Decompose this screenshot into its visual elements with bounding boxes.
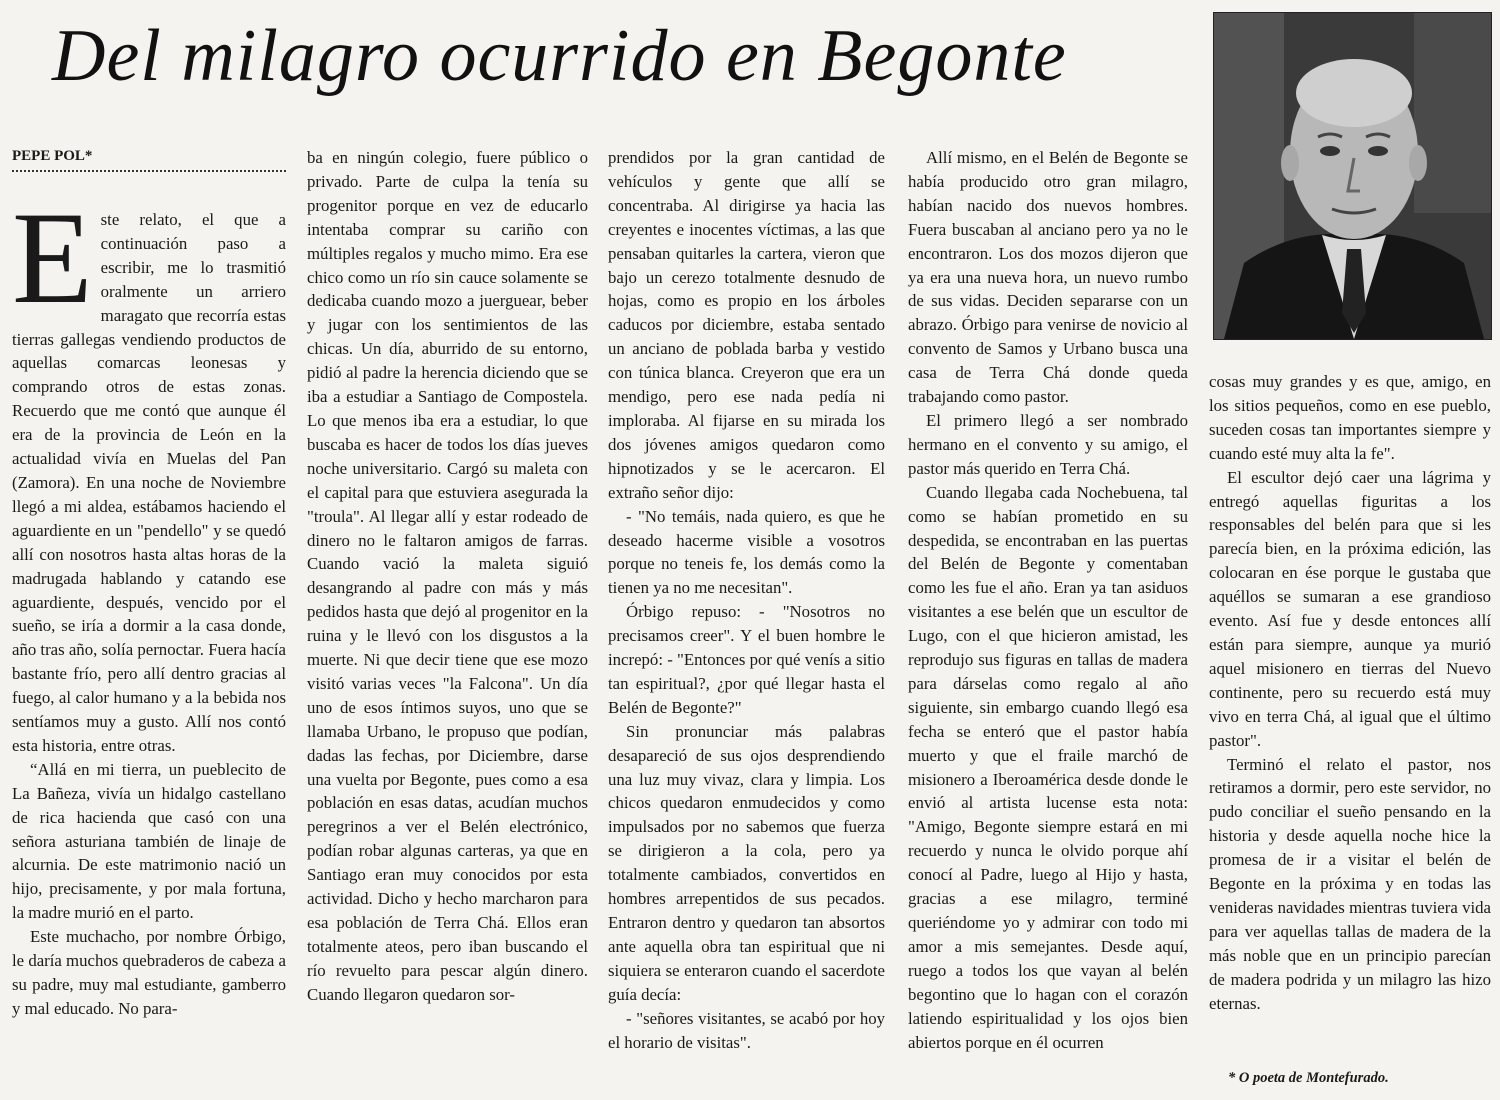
byline: PEPE POL* — [12, 146, 286, 172]
paragraph: Sin pronunciar más palabras desapareció de sus ojos desprendiendo una luz muy vivaz, clara y limpia. Los chicos quedaron enmudecidos y como impulsados por no sabemos que fuerza se dirigieron a la cola, pero ya totalmente cambiados, convertidos en hombres arrepentidos de sus pecados. Entraron dentro y quedaron tan absortos ante aquella obra tan espiritual que ni siquiera se enteraron cuando el sacerdote guía decía: — [608, 721, 885, 1004]
paragraph: Este muchacho, por nombre Órbigo, le daría muchos quebraderos de cabeza a su padre, muy mal estudiante, gamberro y mal educado. No para- — [12, 927, 286, 1018]
paragraph: El primero llegó a ser nombrado hermano en el convento y su amigo, el pastor más querido en Terra Chá. — [908, 410, 1188, 478]
paragraph: Cuando llegaba cada Nochebuena, tal como se habían prometido en su despedida, se encontraban en las puertas del Belén de Begonte y comentaban como les fue el año. Eran ya tan asiduos visitantes a ese belén que un escultor de Lugo, con el que hicieron amistad, les reprodujo sus figuras en tallas de madera para dárselas como regalo al año siguiente, sin embargo cuando llegó esa fecha se enteró que el pastor había muerto y que el fraile marchó de misionero a Iberoamérica desde donde le envió al artista lucense esta nota: "Amigo, Begonte siempre estará en mi recuerdo y nunca le olvido porque ahí conocí al Padre, luego al Hijo y hasta, gracias a ese milagro, terminé queriéndome yo y admirar con todo mi amor a mis semejantes. Desde aquí, ruego a todos los que vayan al belén begontino que lo hagan con el corazón latiendo espiritualidad y los ojos bien abiertos porque en él ocurren — [908, 482, 1188, 1052]
paragraph-text: ste relato, el que a continuación paso a escribir, me lo trasmitió oralmente un arriero maragato que recorría estas tierras gallegas vendiendo productos de aquellas comarcas leonesas y comprando otros de estas zonas. Recuerdo que me contó que aunque él era de la provincia de León en la actualidad vivía en Muelas del Pan (Zamora). En una noche de Noviembre llegó a mi aldea, estábamos haciendo el aguardiente en un "pendello" y se quedó allí con nosotros hasta altas horas de la madrugada hablando y catando ese aguardiente, después, vencido por el sueño, se iría a dormir a la casa donde, año tras año, solía pernoctar. Fuera hacía bastante frío, pero allí dentro gracias al fuego, al calor humano y a la bebida nos sentíamos muy a gusto. Allí nos contó esta historia, entre otras. — [12, 210, 286, 755]
paragraph: - "señores visitantes, se acabó por hoy el horario de visitas". — [608, 1008, 885, 1052]
article-title: Del milagro ocurrido en Begonte — [52, 15, 1067, 97]
column-4 — [908, 146, 1188, 1054]
column-2 — [307, 146, 588, 1007]
paragraph: Allí mismo, en el Belén de Begonte se había producido otro gran milagro, habían nacido dos nuevos hombres. Fuera buscaban al anciano pero ya no le encontraron. Los dos mozos dijeron que ya era una nueva hora, un nuevo rumbo de sus vidas. Deciden separarse con un abrazo. Órbigo para venirse de novicio al convento de Samos y Urbano busca una casa de Terra Chá donde queda trabajando como pastor. — [908, 148, 1188, 407]
drop-cap: E — [12, 184, 93, 331]
portrait-icon — [1214, 13, 1491, 339]
paragraph: “Allá en mi tierra, un pueblecito de La Bañeza, vivía un hidalgo castellano de rica hacienda que casó con una señora asturiana también de linaje de alcurnia. De este matrimonio nació un hijo, precisamente, y por mala fortuna, la madre murió en el parto. — [12, 759, 286, 923]
paragraph: Terminó el relato el pastor, nos retiramos a dormir, pero este servidor, no pudo conciliar el sueño pensando en la historia y desde aquella noche hice la promesa de ir a visitar el belén de Begonte en la próxima y en todas las venideras navidades mientras tuviera vida para ver aquellas tallas de madera de la más noble que en un principio parecían de madera podrida y un milagro las hizo eternas. — [1209, 754, 1491, 1013]
column-1 — [12, 184, 286, 1021]
column-5 — [1209, 370, 1491, 1015]
paragraph: El escultor dejó caer una lágrima y entregó aquellas figuritas a los responsables del belén para que si les parecía bien, en la próxima edición, las colocaran en ése porque le gustaba que aquéllos se sumaran a ese grandioso evento. Así fue y desde entonces allí están para siempre, aunque ya murió aquel misionero en tierras del Nuevo continente, pero su recuerdo está muy vivo en terra Chá, al igual que el último pastor". — [1209, 467, 1491, 750]
column-3 — [608, 146, 885, 1054]
paragraph: Órbigo repuso: - "Nosotros no precisamos creer". Y el buen hombre le increpó: - "Entonces por qué venís a sitio tan espiritual?, ¿por qué llegar hasta el Belén de Begonte?" — [608, 602, 885, 717]
paragraph: ba en ningún colegio, fuere público o privado. Parte de culpa la tenía su progenitor porque en vez de educarlo intentaba comprar su cariño con múltiples regalos y mucho mimo. Era ese chico como un río sin cauce solamente se dedicaba cuando mozo a juerguear, beber y jugar con los sentimientos de las chicas. Un día, aburrido de su entorno, pidió al padre la herencia diciendo que se iba a estudiar a Santiago de Compostela. Lo que menos iba era a estudiar, lo que buscaba es hacer de todos los días jueves noche universitario. Cargó su maleta con el capital para que estuviera asegurada la "troula". Al llegar allí y estar rodeado de dinero no le faltaron amigos de farras. Cuando vació la maleta siguió desangrando al padre con más y más pedidos hasta que dejó al progenitor en la ruina y le llevó con los disgustos a la muerte. Ni que decir tiene que ese mozo visitó varias veces "la Falcona". Un día uno de esos íntimos suyos, uno que se llamaba Urbano, le propuso que podían, dadas las fechas, por Diciembre, darse una vuelta por Begonte, pues como a esa población en esas datas, acudían muchos peregrinos a ver el Belén electrónico, podían robar algunas carteras, ya que en Santiago eran muy conocidos por esta actividad. Dicho y hecho marcharon para esa población de Terra Chá. Ellos eran totalmente ateos, pero iban buscando el río revuelto para pescar algún dinero. Cuando llegaron quedaron sor- — [307, 148, 588, 1004]
footnote: * O poeta de Montefurado. — [1228, 1070, 1389, 1086]
paragraph: prendidos por la gran cantidad de vehículos y gente que allí se concentraba. Al dirigirse ya hacia las creyentes e inocentes víctimas, a las que pensaban quitarles la cartera, vieron que bajo un cerezo totalmente desnudo de hojas, como es propio en los árboles caducos por diciembre, estaba sentado un anciano de poblada barba y vestido con túnica blanca. Creyeron que era un mendigo, pero ese nada pedía ni imploraba. Al fijarse en su mirada los dos jóvenes amigos quedaron como hipnotizados y se le acercaron. El extraño señor dijo: — [608, 148, 885, 502]
author-photo — [1213, 12, 1492, 340]
paragraph — [12, 184, 286, 758]
paragraph: - "No temáis, nada quiero, es que he deseado hacerme visible a vosotros porque no teneis fe, los demás como la tienen ya no me necesitan". — [608, 506, 885, 598]
paragraph: cosas muy grandes y es que, amigo, en los sitios pequeños, como en ese pueblo, suceden cosas tan importantes siempre y cuando esté muy alta la fe". — [1209, 372, 1491, 463]
